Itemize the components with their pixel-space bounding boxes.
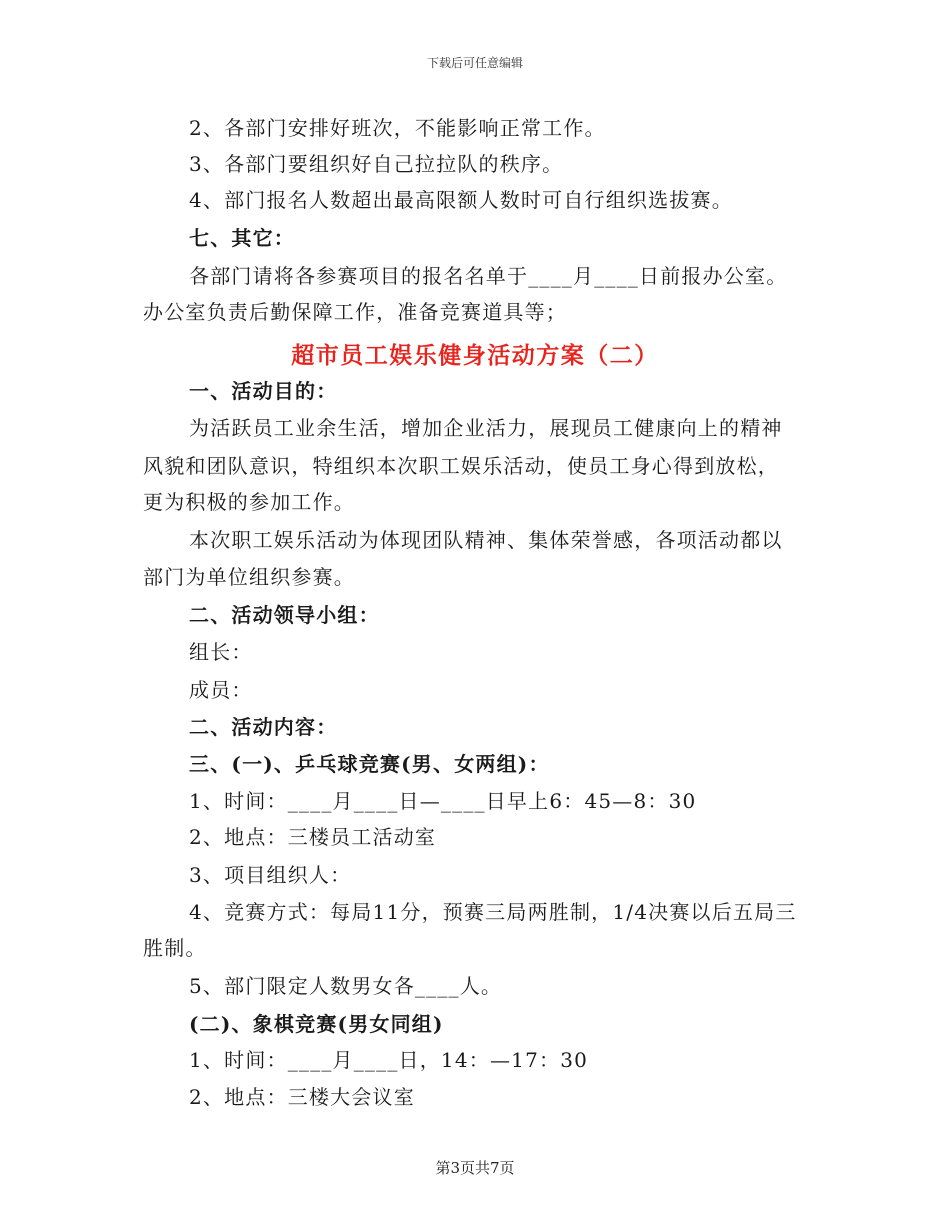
list-item: 2、地点：三楼员工活动室 [189,825,437,849]
paragraph-line: 胜制。 [143,936,207,960]
paragraph-line: 为活跃员工业余生活，增加企业活力，展现员工健康向上的精神 [189,416,783,440]
paragraph-line: 本次职工娱乐活动为体现团队精神、集体荣誉感，各项活动都以 [189,528,783,552]
page-header-note: 下载后可任意编辑 [426,56,523,70]
list-item: 1、时间：____月____日，14：—17：30 [189,1048,589,1072]
list-item: 1、时间：____月____日—____日早上6：45—8：30 [189,789,697,813]
paragraph-line: 办公室负责后勤保障工作，准备竞赛道具等； [143,300,567,324]
paragraph-line: 风貌和团队意识，特组织本次职工娱乐活动，使员工身心得到放松， [143,454,779,478]
paragraph-line: 各部门请将各参赛项目的报名名单于____月____日前报办公室。 [189,264,788,288]
list-item: 2、地点：三楼大会议室 [189,1085,415,1109]
section-heading: 一、活动目的： [189,379,338,403]
list-item: 2、各部门安排好班次，不能影响正常工作。 [189,116,606,140]
list-item: 3、各部门要组织好自己拉拉队的秩序。 [189,152,564,176]
document-title: 超市员工娱乐健身活动方案（二） [291,342,659,369]
page-number: 第3页共7页 [435,1159,515,1177]
paragraph-line: 成员： [189,678,253,702]
paragraph-line: 部门为单位组织参赛。 [143,565,355,589]
section-heading: 二、活动领导小组： [189,603,380,627]
section-heading: 二、活动内容： [189,715,338,739]
list-item: 4、竞赛方式：每局11分，预赛三局两胜制，1/4决赛以后五局三 [189,900,797,924]
section-heading: 七、其它： [189,226,295,250]
paragraph-line: 组长： [189,640,253,664]
list-item: 4、部门报名人数超出最高限额人数时可自行组织选拔赛。 [189,188,733,212]
list-item: 5、部门限定人数男女各____人。 [189,974,503,998]
section-heading: 三、(一)、乒乓球竞赛(男、女两组)： [189,752,550,776]
paragraph-line: 更为积极的参加工作。 [143,490,355,514]
section-heading: (二)、象棋竞赛(男女同组) [189,1012,444,1036]
list-item: 3、项目组织人： [189,863,352,887]
